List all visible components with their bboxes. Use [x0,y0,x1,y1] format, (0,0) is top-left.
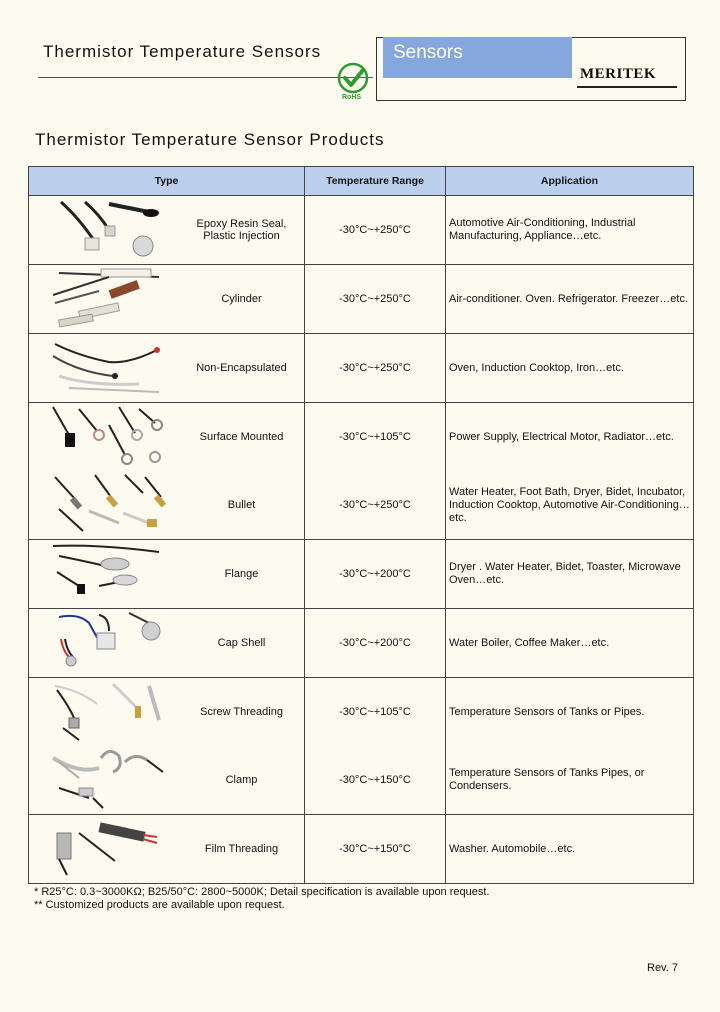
product-photo-cell [29,196,180,265]
table-row [29,471,694,540]
table-row [29,334,694,403]
column-header-range: Temperature Range [305,167,446,196]
product-type: Bullet [179,471,305,540]
temperature-range: -30°C~+250°C [305,471,446,540]
non-encapsulated-sensor-photo [39,336,169,400]
clamp-sensor-photo [39,748,169,812]
footnote-specification: * R25°C: 0.3~3000KΩ; B25/50°C: 2800~5000K; Detail specification is available upon request. [34,886,490,898]
table-row [29,609,694,678]
temperature-range: -30°C~+150°C [305,746,446,815]
column-header-type: Type [29,167,305,196]
product-type: Flange [179,540,305,609]
temperature-range: -30°C~+150°C [305,815,446,884]
application-text: Washer. Automobile…etc. [446,815,694,884]
bullet-sensor-photo [39,473,169,537]
table-row [29,265,694,334]
footnote-customized: ** Customized products are available upon request. [34,899,285,911]
product-photo-cell [29,403,180,472]
product-type: Cylinder [179,265,305,334]
temperature-range: -30°C~+250°C [305,196,446,265]
table-header-row [29,167,694,196]
product-photo-cell [29,265,180,334]
cap-shell-sensor-photo [39,611,169,675]
section-title: Thermistor Temperature Sensor Products [35,130,385,149]
product-photo-cell [29,334,180,403]
temperature-range: -30°C~+200°C [305,540,446,609]
document-title: Thermistor Temperature Sensors [43,42,322,61]
column-header-application: Application [446,167,694,196]
table-row [29,815,694,884]
application-text: Dryer . Water Heater, Bidet, Toaster, Microwave Oven…etc. [446,540,694,609]
application-text: Automotive Air-Conditioning, Industrial Manufacturing, Appliance…etc. [446,196,694,265]
product-type: Surface Mounted [179,403,305,472]
products-table [28,166,694,884]
header-rule [38,77,373,78]
application-text: Temperature Sensors of Tanks Pipes, or Condensers. [446,746,694,815]
brand-logo-text: MERITEK [580,66,657,82]
table-row [29,196,694,265]
product-type: Epoxy Resin Seal, Plastic Injection [179,196,305,265]
cylinder-sensor-photo [39,267,169,331]
rohs-label: RoHS [342,94,362,101]
product-type: Screw Threading [179,678,305,747]
product-type: Clamp [179,746,305,815]
temperature-range: -30°C~+105°C [305,403,446,472]
product-type: Non-Encapsulated [179,334,305,403]
footnotes [34,886,489,912]
product-photo-cell [29,746,180,815]
film-threading-sensor-photo [39,817,169,881]
product-photo-cell [29,815,180,884]
product-type: Film Threading [179,815,305,884]
application-text: Air-conditioner. Oven. Refrigerator. Freezer…etc. [446,265,694,334]
table-row [29,678,694,747]
product-type: Cap Shell [179,609,305,678]
revision-label: Rev. 7 [647,962,678,974]
temperature-range: -30°C~+105°C [305,678,446,747]
table-row [29,746,694,815]
product-photo-cell [29,471,180,540]
product-photo-cell [29,678,180,747]
category-label: Sensors [393,42,463,63]
category-banner [383,37,572,78]
temperature-range: -30°C~+250°C [305,265,446,334]
application-text: Water Boiler, Coffee Maker…etc. [446,609,694,678]
application-text: Water Heater, Foot Bath, Dryer, Bidet, Incubator, Induction Cooktop, Automotive Air-Conditioning…etc. [446,471,694,540]
application-text: Power Supply, Electrical Motor, Radiator…etc. [446,403,694,472]
flange-sensor-photo [39,542,169,606]
screw-threading-sensor-photo [39,680,169,744]
brand-underline [577,86,677,88]
table-row [29,540,694,609]
table-row [29,403,694,472]
product-photo-cell [29,540,180,609]
temperature-range: -30°C~+250°C [305,334,446,403]
surface-mounted-sensor-photo [39,405,169,469]
temperature-range: -30°C~+200°C [305,609,446,678]
application-text: Temperature Sensors of Tanks or Pipes. [446,678,694,747]
application-text: Oven, Induction Cooktop, Iron…etc. [446,334,694,403]
product-photo-cell [29,609,180,678]
epoxy-sensor-photo [39,198,169,262]
